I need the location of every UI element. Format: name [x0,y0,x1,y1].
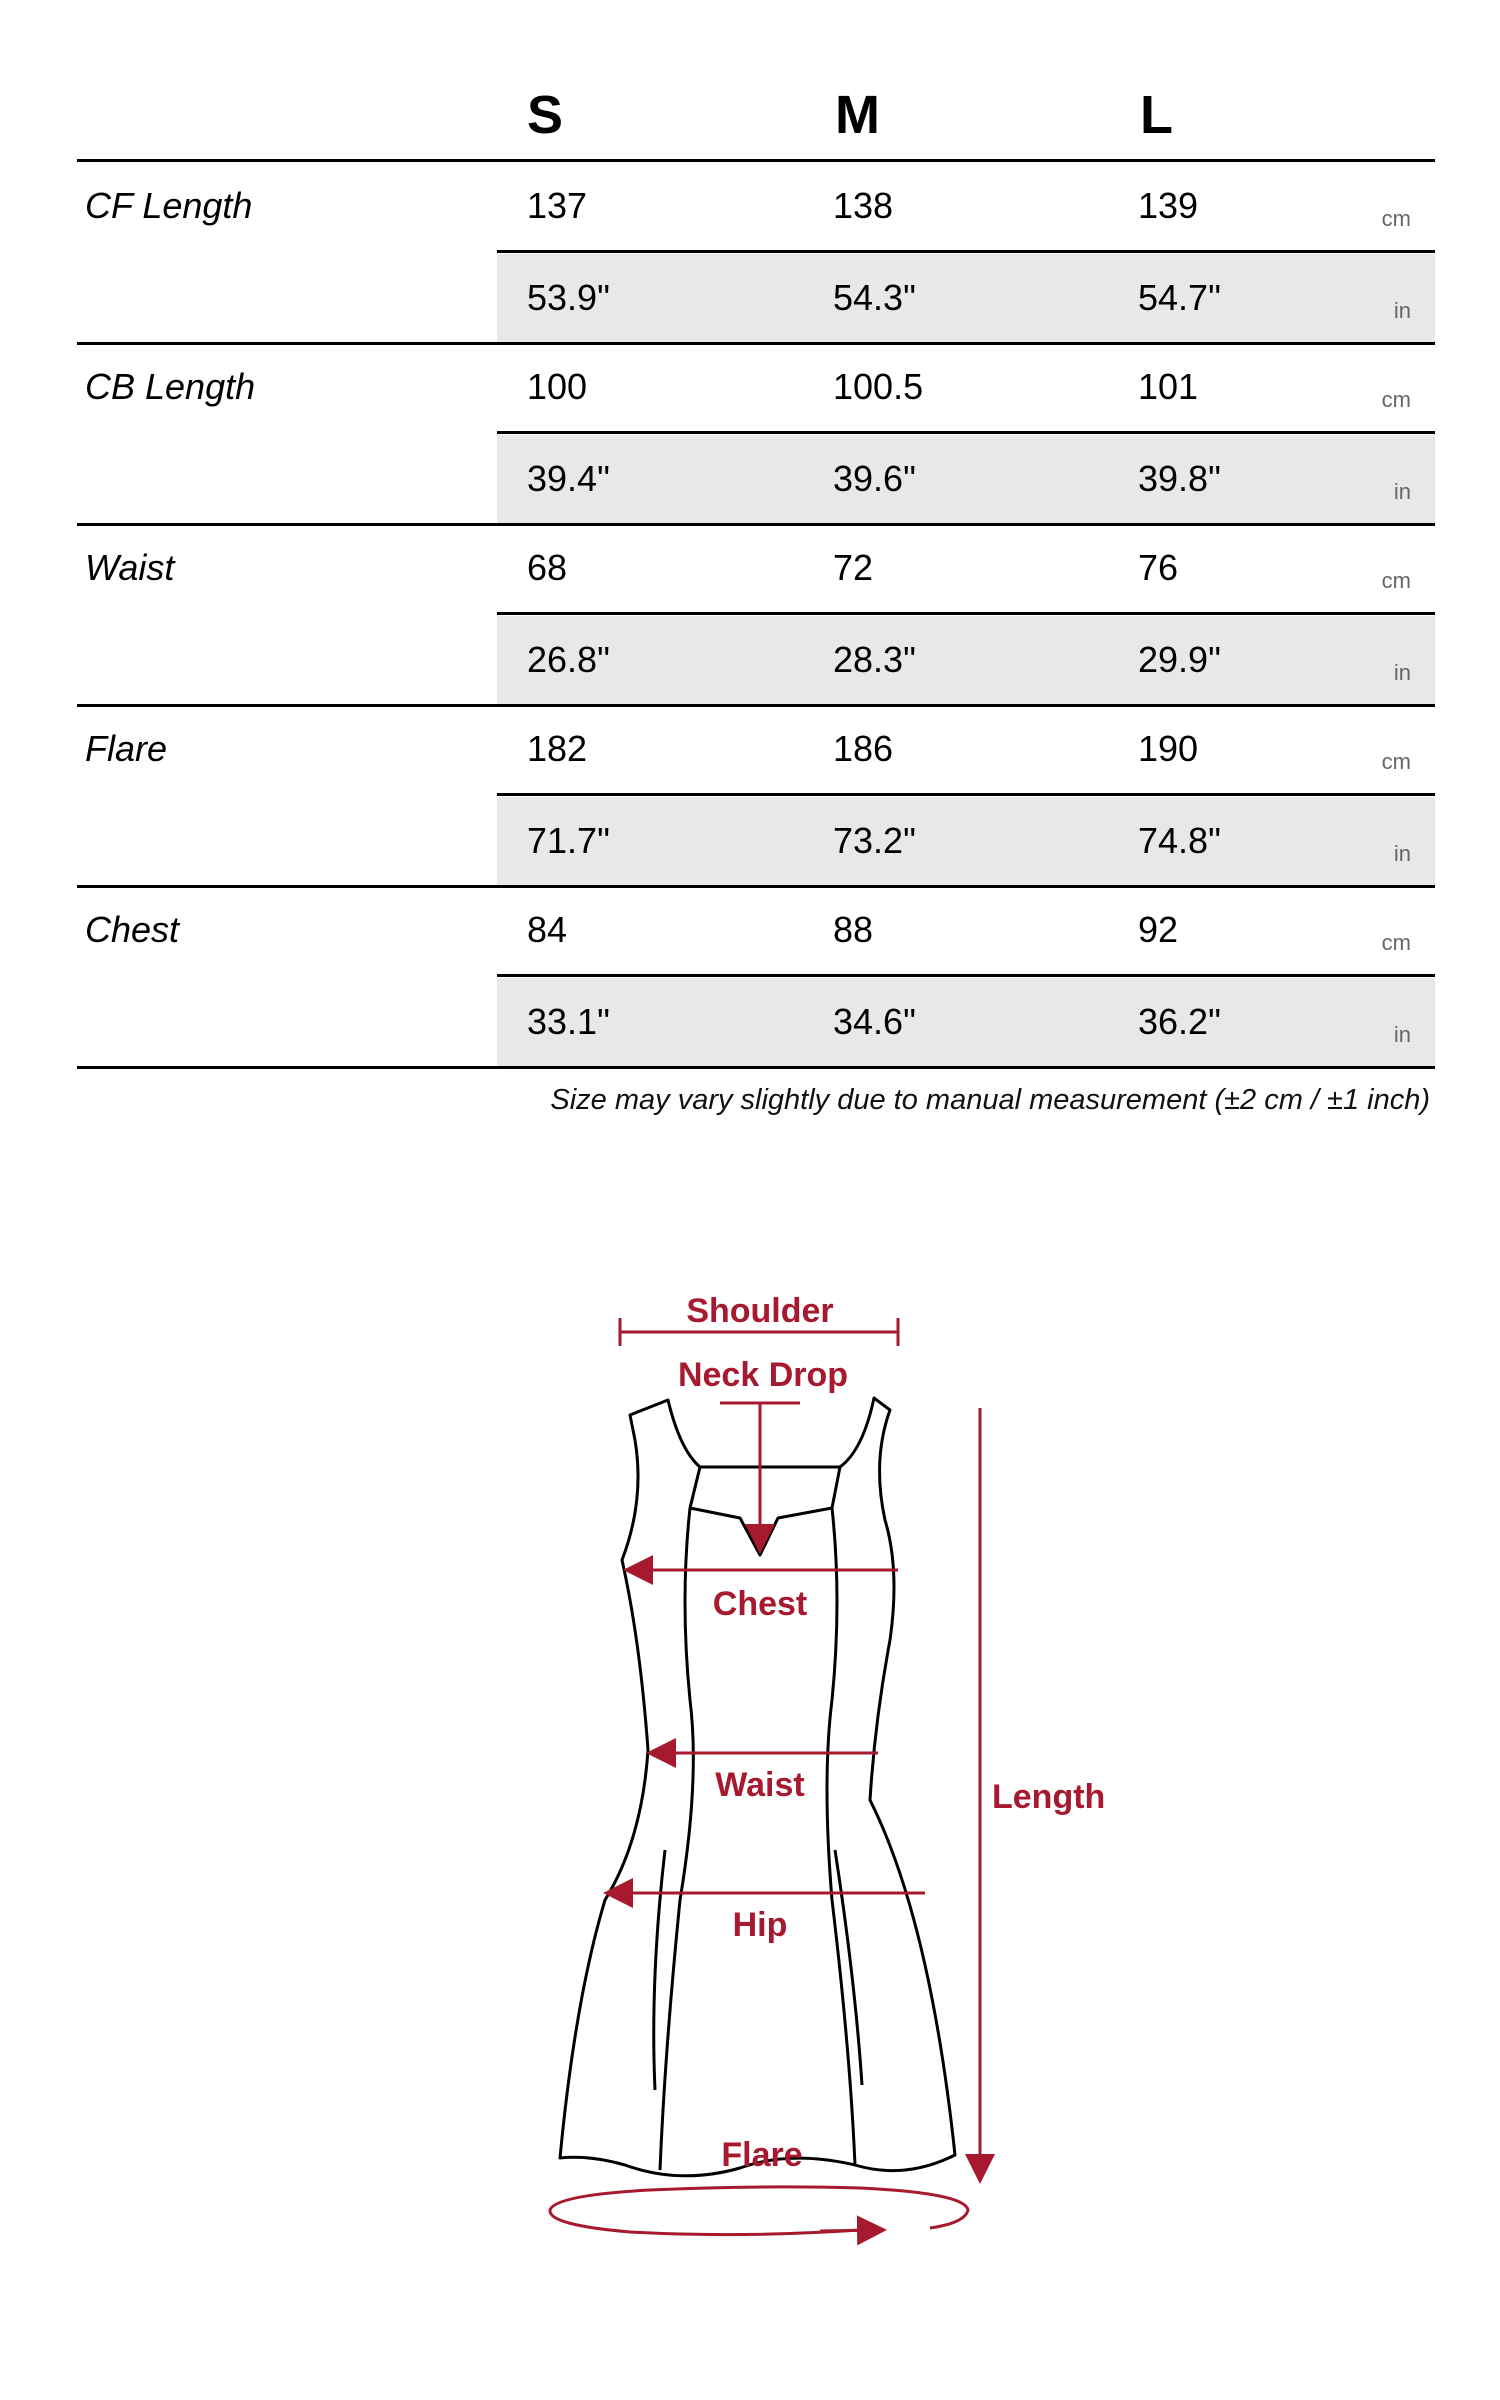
size-header-s: S [527,85,564,145]
cm-row [497,524,1435,612]
in-row [497,435,1435,523]
value-s-in: 33.1" [527,1001,610,1042]
value-m-cm: 100.5 [833,366,924,407]
value-m-cm: 138 [833,185,894,226]
unit-cm: cm [1381,206,1411,231]
measurement-label: CF Length [85,185,253,226]
size-header-l: L [1140,85,1173,145]
unit-in: in [1393,298,1411,323]
measurement-group-flare [77,705,1435,887]
value-m-in: 28.3" [833,639,916,680]
row-divider [497,974,1435,977]
cm-row [497,886,1435,974]
measurement-label: Chest [85,909,180,950]
in-row [497,797,1435,885]
value-s-cm: 182 [527,728,588,769]
value-l-cm: 92 [1138,909,1179,950]
in-row [497,254,1435,342]
row-divider [497,612,1435,615]
value-l-in: 29.9" [1138,639,1221,680]
hip-label: Hip [732,1906,788,1944]
measurement-group-chest [77,886,1435,1068]
cm-row [497,705,1435,793]
unit-in: in [1393,841,1411,866]
measurement-label: CB Length [85,366,256,407]
dress-measurement-diagram [0,1250,1500,2250]
value-s-in: 71.7" [527,820,610,861]
unit-cm: cm [1381,568,1411,593]
measurement-group-waist [77,524,1435,706]
measurement-label: Waist [85,547,175,588]
unit-in: in [1393,479,1411,504]
value-s-cm: 100 [527,366,588,407]
shoulder-label: Shoulder [686,1292,834,1330]
value-l-in: 36.2" [1138,1001,1221,1042]
unit-in: in [1393,1022,1411,1047]
in-row [497,616,1435,704]
length-measure [980,1408,1105,2175]
measurement-group-cb-length [77,343,1435,525]
row-divider [497,250,1435,253]
value-l-in: 54.7" [1138,277,1221,318]
value-m-cm: 72 [833,547,874,588]
value-s-in: 26.8" [527,639,610,680]
value-m-cm: 88 [833,909,874,950]
value-s-in: 53.9" [527,277,610,318]
chest-label: Chest [712,1585,808,1623]
value-m-in: 34.6" [833,1001,916,1042]
flare-label: Flare [721,2136,803,2174]
measurement-label: Flare [85,728,168,769]
cm-row [497,162,1435,250]
size-header-row [77,80,1435,160]
unit-cm: cm [1381,930,1411,955]
value-l-in: 74.8" [1138,820,1221,861]
value-l-cm: 76 [1138,547,1179,588]
row-divider [497,431,1435,434]
unit-in: in [1393,660,1411,685]
row-divider [497,793,1435,796]
value-l-cm: 139 [1138,185,1199,226]
shoulder-measure [620,1292,898,1346]
measurement-note: Size may vary slightly due to manual measurement (±2 cm / ±1 inch) [550,1084,1430,1116]
length-label: Length [992,1778,1106,1816]
value-l-cm: 101 [1138,366,1199,407]
measurement-group-cf-length [77,162,1435,344]
neck-drop-label: Neck Drop [677,1356,849,1394]
value-s-cm: 137 [527,185,588,226]
group-divider [77,1066,1435,1069]
value-s-cm: 68 [527,547,568,588]
value-s-cm: 84 [527,909,568,950]
in-row [497,978,1435,1066]
cm-row [497,343,1435,431]
unit-cm: cm [1381,387,1411,412]
waist-label: Waist [715,1766,805,1804]
value-m-cm: 186 [833,728,894,769]
value-l-in: 39.8" [1138,458,1221,499]
value-m-in: 39.6" [833,458,916,499]
value-s-in: 39.4" [527,458,610,499]
value-l-cm: 190 [1138,728,1199,769]
value-m-in: 73.2" [833,820,916,861]
value-m-in: 54.3" [833,277,916,318]
size-header-m: M [835,85,880,145]
unit-cm: cm [1381,749,1411,774]
